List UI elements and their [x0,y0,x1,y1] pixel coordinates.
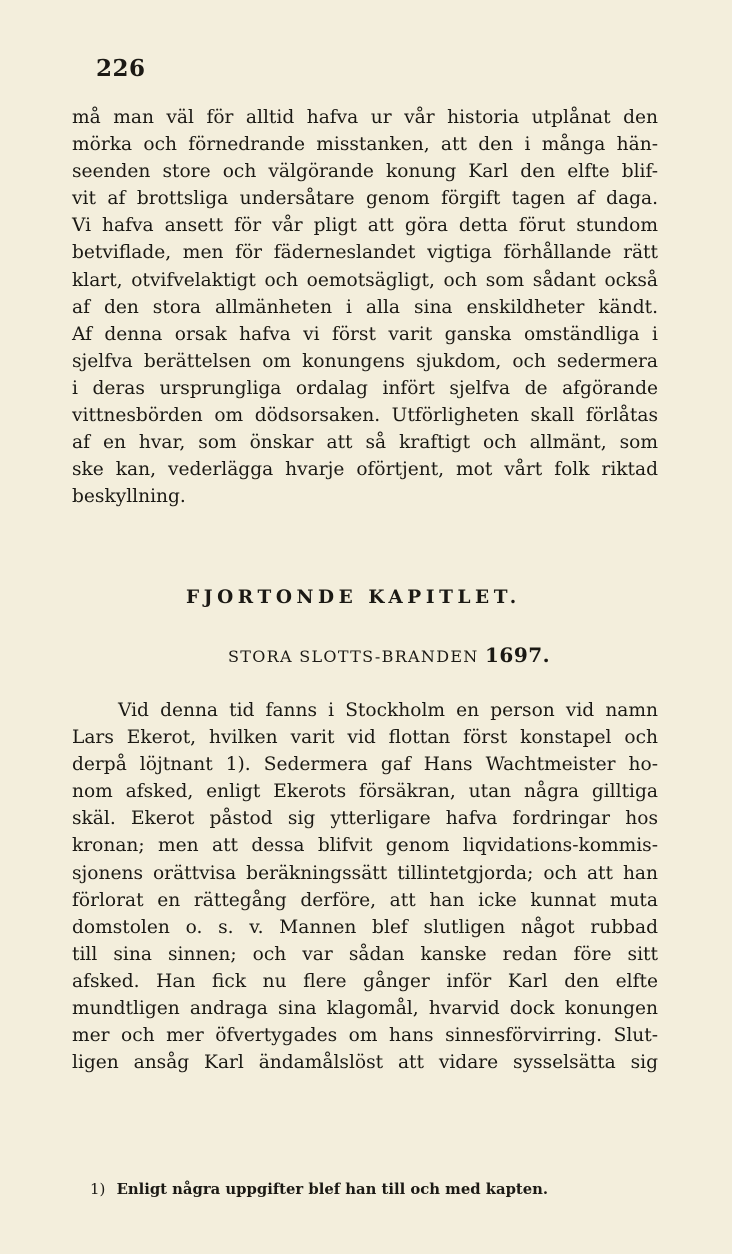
text-line: ligen ansåg Karl ändamålslöst att vidare sysselsätta sig [72,1052,658,1074]
footnote-text: Enligt några uppgifter blef han till och med kapten. [116,1181,549,1198]
text-line: nom afsked, enligt Ekerots försäkran, utan några gilltiga [72,781,658,803]
chapter-subtitle-text: STORA SLOTTS-BRANDEN [228,647,479,666]
text-line: mörka och förnedrande misstanken, att den i många hän- [72,134,658,156]
text-line: vit af brottsliga undersåtare genom förgift tagen af daga. [72,188,658,210]
text-line: förlorat en rättegång derföre, att han icke kunnat muta [72,889,658,911]
text-line: derpå löjtnant 1). Sedermera gaf Hans Wachtmeister ho- [72,754,658,776]
text-line: vittnesbörden om dödsorsaken. Utförligheten skall förlåtas [72,405,658,427]
footnote [90,1180,548,1198]
chapter-heading: FJORTONDE KAPITLET. [186,587,521,608]
text-line: skäl. Ekerot påstod sig ytterligare hafva fordringar hos [72,808,658,830]
text-line: i deras ursprungliga ordalag infört sjelfva de afgörande [72,377,658,399]
text-line: afsked. Han fick nu flere gånger inför Karl den elfte [72,970,658,992]
text-line: kronan; men att dessa blifvit genom liqvidations-kommis- [72,835,658,857]
text-line: mundtligen andraga sina klagomål, hvarvid dock konungen [72,998,658,1020]
text-line: Vi hafva ansett för vår pligt att göra detta förut stundom [72,215,658,237]
text-line: mer och mer öfvertygades om hans sinnesförvirring. Slut- [72,1025,658,1047]
text-line: må man väl för alltid hafva ur vår historia utplånat den [72,107,658,128]
text-line: sjonens orättvisa beräkningssätt tillintetgjorda; och att han [72,862,658,884]
text-line: Vid denna tid fanns i Stockholm en person vid namn [118,700,658,721]
text-line: seenden store och välgörande konung Karl den elfte blif- [72,161,658,183]
text-line: Af denna orsak hafva vi först varit ganska omständliga i [72,323,658,345]
text-line: Lars Ekerot, hvilken varit vid flottan först konstapel och [72,727,658,749]
page-number: 226 [96,55,146,82]
text-line: af en hvar, som önskar att så kraftigt och allmänt, som [72,432,658,454]
body-paragraph [72,697,658,1076]
body-paragraph [72,104,658,510]
text-line: ske kan, vederlägga hvarje oförtjent, mot vårt folk riktad [72,459,658,481]
text-line: klart, otvifvelaktigt och oemotsägligt, och som sådant också [72,269,658,291]
text-line: domstolen o. s. v. Mannen blef slutligen något rubbad [72,916,658,938]
text-line: betviflade, men för fäderneslandet vigtiga förhållande rätt [72,242,658,264]
text-line: sjelfva berättelsen om konungens sjukdom, och sedermera [72,350,658,372]
text-line: af den stora allmänheten i alla sina enskildheter kändt. [72,296,658,318]
text-line: beskyllning. [72,486,186,508]
chapter-year: 1697. [485,643,551,667]
chapter-subtitle [228,643,550,667]
text-line: till sina sinnen; och var sådan kanske redan före sitt [72,943,658,965]
footnote-marker: 1) [90,1180,106,1198]
